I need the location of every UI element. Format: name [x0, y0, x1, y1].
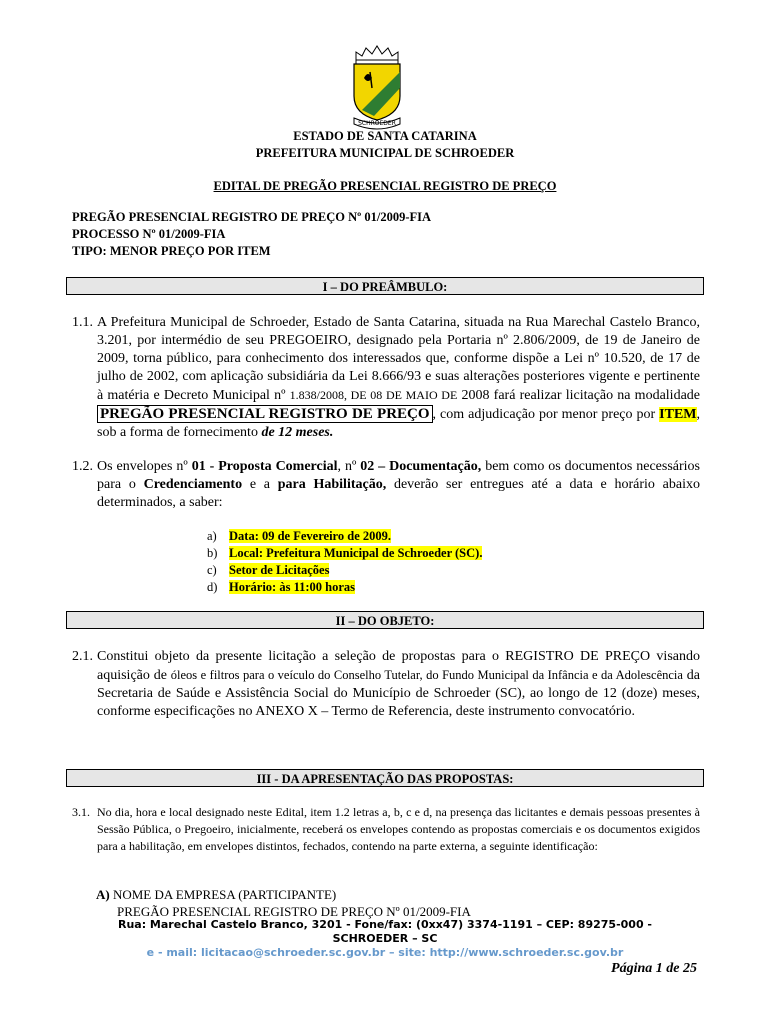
envelope-02: 02 – Documentação, [360, 459, 482, 474]
paragraph-text: 2008 fará realizar licitação na modalidade [457, 388, 700, 403]
paragraph-text: Constitui objeto da presente licitação a seleção de propostas para o REGISTRO DE PREÇO visando aquisição de [97, 649, 700, 683]
list-item [207, 562, 482, 579]
footer-city: SCHROEDER – SC [332, 932, 438, 945]
pregao-line: PREGÃO PRESENCIAL REGISTRO DE PREÇO Nº 01/2009-FIA [72, 210, 432, 224]
list-item [207, 545, 482, 562]
object-description: óleos e filtros para o veículo do Conselho Tutelar, do Fundo Municipal da Infância e da Adolescência [170, 668, 683, 682]
envelope-marker: A) [96, 887, 110, 902]
section-propostas: III - DA APRESENTAÇÃO DAS PROPOSTAS: [66, 769, 704, 787]
credenciamento: Credenciamento [143, 477, 243, 492]
dates-list [207, 528, 482, 596]
envelope-01: 01 - Proposta Comercial [191, 459, 338, 474]
envelope-line: NOME DA EMPRESA (PARTICIPANTE) [112, 887, 337, 902]
habilitacao: para Habilitação, [277, 477, 387, 492]
list-marker: d) [207, 580, 218, 594]
list-item [207, 579, 482, 596]
paragraph-text: A Prefeitura Municipal de Schroeder, Estado de Santa Catarina, situada na Rua Marechal Castelo Branco, 3.201, por intermédio de seu PREGOEIRO, designado pela Portaria nº 2.806/2009, de 19 de Janeiro de 2009, torna público, para conhecimento dos interessados que, conforme dispõe a Lei nº 10.520, de 17 de julho de 2002, com aplicação subsidiária da Lei 8.666/93 e suas alterações posteriores vigente e pertinente à matéria e Decreto Municipal nº [97, 315, 700, 403]
paragraph-number: 2.1. [72, 649, 93, 664]
item-highlight: ITEM [659, 407, 697, 422]
paragraph-number: 3.1. [72, 805, 90, 819]
list-value: Data: 09 de Fevereiro de 2009. [229, 529, 391, 543]
list-value: Setor de Licitações [229, 563, 330, 577]
envelope-line: PREGÃO PRESENCIAL REGISTRO DE PREÇO Nº 01/2009-FIA [117, 904, 471, 919]
paragraph-text: da Secretaria de Saúde e Assistência Social do Município de Schroeder (SC), ao longo de 12 (doze) meses, conforme especificações no ANEXO X – Termo de Referencia, deste instrumento convocatório. [97, 668, 701, 719]
processo-line: PROCESSO Nº 01/2009-FIA [72, 227, 226, 241]
modalidade-box: PREGÃO PRESENCIAL REGISTRO DE PREÇO [97, 405, 433, 423]
paragraph-number: 1.1. [72, 315, 93, 330]
paragraph-text: , sob a forma de fornecimento [97, 407, 700, 440]
paragraph-text: , nº [337, 459, 361, 474]
paragraph-2-1 [72, 648, 700, 721]
paragraph-1-2 [72, 458, 700, 512]
logo-text: SCHROEDER [358, 120, 396, 127]
footer-contact-link[interactable]: e - mail: licitacao@schroeder.sc.gov.br – site: http://www.schroeder.sc.gov.br [146, 946, 624, 959]
list-marker: b) [207, 546, 218, 560]
paragraph-text: bem como os documentos necessários para o [97, 459, 701, 492]
tipo-line: TIPO: MENOR PREÇO POR ITEM [72, 244, 271, 258]
prefeitura-heading: PREFEITURA MUNICIPAL DE SCHROEDER [255, 146, 515, 160]
edital-title: EDITAL DE PREGÃO PRESENCIAL REGISTRO DE PREÇO [213, 179, 557, 193]
paragraph-number: 1.2. [72, 459, 93, 474]
paragraph-text: deverão ser entregues até a data e horário abaixo determinados, a saber: [97, 477, 700, 510]
paragraph-text: , com adjudicação por menor preço por [432, 407, 660, 422]
paragraph-text: Os envelopes nº [97, 459, 192, 474]
paragraph-text: e a [242, 477, 278, 492]
list-value: Horário: às 11:00 horas [229, 580, 356, 594]
prazo-text: de 12 meses. [261, 425, 334, 440]
list-marker: c) [207, 563, 217, 577]
state-heading: ESTADO DE SANTA CATARINA [293, 129, 477, 143]
paragraph-1-1 [72, 314, 700, 442]
list-marker: a) [207, 529, 217, 543]
section-preambulo: I – DO PREÂMBULO: [66, 277, 704, 295]
page-number: Página 1 de 25 [611, 961, 697, 976]
paragraph-3-1 [72, 804, 700, 855]
paragraph-text: No dia, hora e local designado neste Edital, item 1.2 letras a, b, c e d, na presença das licitantes e demais pessoas presentes à Sessão Pública, o Pregoeiro, inicialmente, receberá os envelopes contendo as propostas comerciais e os documentos exigidos para a habilitação, em envelopes distintos, fechados, contendo na parte externa, a seguinte identificação: [97, 805, 700, 853]
section-objeto: II – DO OBJETO: [66, 611, 704, 629]
list-item [207, 528, 482, 545]
footer-address: Rua: Marechal Castelo Branco, 3201 - Fone/fax: (0xx47) 3374-1191 – CEP: 89275-000 - [117, 918, 652, 931]
coat-of-arms-logo [342, 44, 412, 130]
envelope-identification [96, 886, 471, 920]
decreto-date: 1.838/2008, DE 08 DE MAIO DE [289, 388, 458, 402]
list-value: Local: Prefeitura Municipal de Schroeder (SC). [229, 546, 483, 560]
